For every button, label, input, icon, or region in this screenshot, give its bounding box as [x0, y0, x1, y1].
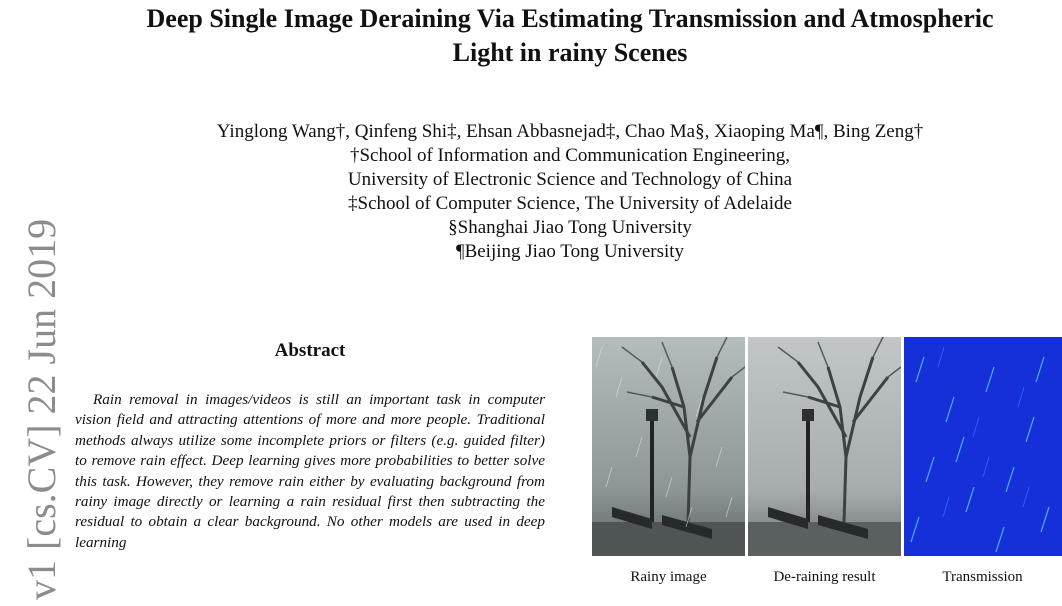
paper-title: [80, 2, 1060, 70]
caption-deraining-result: De-raining result: [773, 569, 876, 585]
affiliation-4: §Shanghai Jiao Tong University: [448, 217, 692, 238]
abstract-heading: Abstract: [274, 340, 346, 361]
derained-scene-graphic: [748, 337, 901, 556]
paper-title-line-1: Deep Single Image Deraining Via Estimating Transmission and Atmospheric: [146, 4, 994, 33]
author-block: [80, 120, 1060, 264]
paper-title-line-2: Light in rainy Scenes: [452, 38, 688, 67]
affiliation-5: ¶Beijing Jiao Tong University: [455, 241, 685, 262]
caption-rainy-image: Rainy image: [630, 569, 707, 585]
affiliation-3: ‡School of Computer Science, The University of Adelaide: [348, 193, 792, 214]
deraining-result-image: [748, 337, 901, 556]
transmission-map-image: [904, 337, 1062, 556]
rainy-image: [592, 337, 745, 556]
rainy-scene-graphic: [592, 337, 745, 556]
author-list: Yinglong Wang†, Qinfeng Shi‡, Ehsan Abbasnejad‡, Chao Ma§, Xiaoping Ma¶, Bing Zeng†: [216, 121, 924, 142]
caption-transmission: Transmission: [942, 569, 1023, 585]
affiliation-1: †School of Information and Communication Engineering,: [349, 145, 791, 166]
transmission-map-graphic: [904, 337, 1062, 556]
affiliation-2: University of Electronic Science and Technology of China: [347, 169, 793, 190]
arxiv-stamp: v1 [cs.CV] 22 Jun 2019: [19, 218, 64, 600]
abstract-text: Rain removal in images/videos is still an important task in computer vision field and attracting attentions of more and more people. Traditional methods always utilize some incomplete priors or filters (e.g. guided filter) to remove rain effect. Deep learning gives more probabilities to better solve this task. However, they remove rain either by evaluating background from rainy image directly or learning a rain residual first then subtracting the residual to obtain a clear background. No other models are used in deep learning: [75, 391, 545, 551]
